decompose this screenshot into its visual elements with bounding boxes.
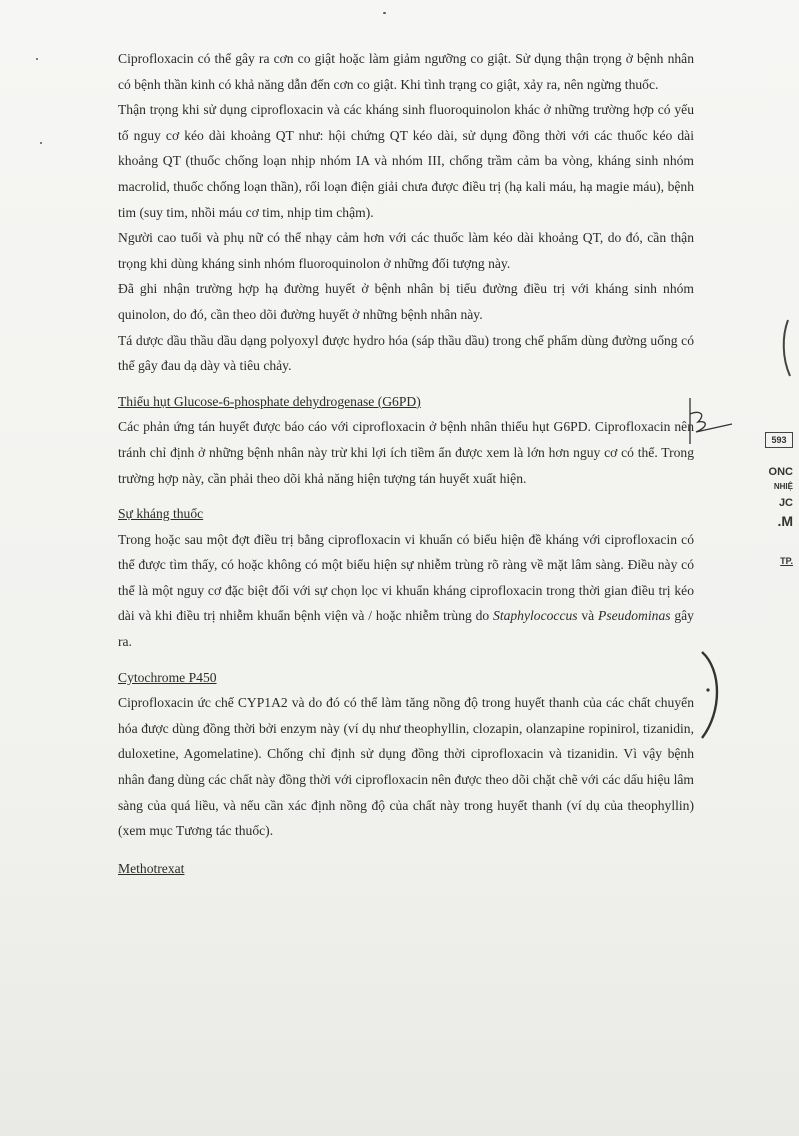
resistance-text: Trong hoặc sau một đợt điều trị bằng ciprofloxacin vi khuẩn có biểu hiện đề kháng với ciprofloxacin có thể được tìm thấy, có hoặc không có một biểu hiện sự nhiễm trùng rõ ràng về mặt lâm sàng. Điều này có thể là một nguy cơ đặc biệt đối với sự chọn lọc vi khuẩn kháng ciprofloxacin trong thời gian điều trị kéo dài và khi điều trị nhiễm khuẩn bệnh viện và / hoặc nhiễm trùng do [118, 531, 694, 624]
heading-cytochrome: Cytochrome P450 [118, 669, 217, 685]
bracket-mark-top [778, 318, 794, 378]
paragraph-excipient: Tá dược dầu thầu dầu dạng polyoxyl được hydro hóa (sáp thầu dầu) trong chế phẩm dùng đường uống có thể gây đau dạ dày và tiêu chảy. [118, 332, 694, 374]
organism-pseudomonas: Pseudominas [598, 608, 671, 624]
bracket-mark-bottom [696, 650, 726, 740]
paragraph-resistance [118, 527, 694, 655]
scan-speck [383, 12, 386, 14]
heading-resistance: Sự kháng thuốc [118, 506, 204, 522]
stamp-line: TP. [780, 556, 793, 566]
heading-methotrexat: Methotrexat [118, 860, 185, 876]
stamp-line: NHIỆ [773, 482, 793, 491]
scan-speck [40, 142, 42, 144]
paragraph-qt-prolongation: Thận trọng khi sử dụng ciprofloxacin và các kháng sinh fluoroquinolon khác ở những trường hợp có yếu tố nguy cơ kéo dài khoảng QT như: hội chứng QT kéo dài, sử dụng đồng thời với các thuốc kéo dài khoảng QT (thuốc chống loạn nhịp nhóm IA và nhóm III, chống trầm cảm ba vòng, kháng sinh nhóm macrolid, thuốc chống loạn thần), rối loạn điện giải chưa được điều trị (hạ kali máu, hạ magie máu), bệnh tim (suy tim, nhồi máu cơ tim, nhịp tim chậm). [118, 102, 694, 220]
document-body [118, 46, 694, 881]
paragraph-cytochrome: Ciprofloxacin ức chế CYP1A2 và do đó có thể làm tăng nồng độ trong huyết thanh của các chất chuyển hóa được dùng đồng thời bởi enzym này (ví dụ như theophyllin, clozapin, olanzapine ropinirol, tizanidin, duloxetine, Agomelatine). Chống chỉ định sử dụng đồng thời ciprofloxacin và tizanidin. Vì vậy bệnh nhân đang dùng các chất này đồng thời với ciprofloxacin nên được theo dõi chặt chẽ với các dấu hiệu lâm sàng của quá liều, và nếu cần xác định nồng độ của chất này trong huyết thanh (ví dụ của theophyllin) (xem mục Tương tác thuốc). [118, 695, 694, 839]
heading-g6pd: Thiếu hụt Glucose-6-phosphate dehydrogenase (G6PD) [118, 393, 421, 409]
stamp-number: 593 [765, 432, 793, 448]
stamp-line: JC [778, 497, 793, 509]
stamp-line: .M [777, 513, 793, 529]
organism-staphylococcus: Staphylococcus [493, 608, 578, 624]
scan-speck [36, 58, 38, 60]
paragraph-seizure: Ciprofloxacin có thể gây ra cơn co giật hoặc làm giảm ngưỡng co giật. Sử dụng thận trọng ở bệnh nhân có bệnh thần kinh có khả năng dẫn đến cơn co giật. Khi tình trạng co giật, xảy ra, nên ngừng thuốc. [118, 51, 694, 92]
paragraph-g6pd: Các phản ứng tán huyết được báo cáo với ciprofloxacin ở bệnh nhân thiếu hụt G6PD. Ciprofloxacin nên tránh chỉ định ở những bệnh nhân này trừ khi lợi ích tiềm ẩn được xem là lớn hơn nguy cơ có thể. Trong trường hợp này, cần phải theo dõi khả năng hiện tượng tán huyết xuất hiện. [118, 419, 694, 486]
resistance-text-end: gây ra. [118, 608, 694, 650]
paragraph-hypoglycemia: Đã ghi nhận trường hợp hạ đường huyết ở bệnh nhân bị tiểu đường điều trị với kháng sinh nhóm quinolon, do đó, cần theo dõi đường huyết ở những bệnh nhân này. [118, 281, 694, 322]
signature-mark [676, 392, 736, 452]
conjunction: và [577, 608, 599, 624]
paragraph-elderly: Người cao tuổi và phụ nữ có thể nhạy cảm hơn với các thuốc làm kéo dài khoảng QT, do đó, cần thận trọng khi dùng kháng sinh nhóm fluoroquinolon ở những đối tượng này. [118, 230, 694, 271]
stamp-line: ONC [768, 466, 793, 478]
